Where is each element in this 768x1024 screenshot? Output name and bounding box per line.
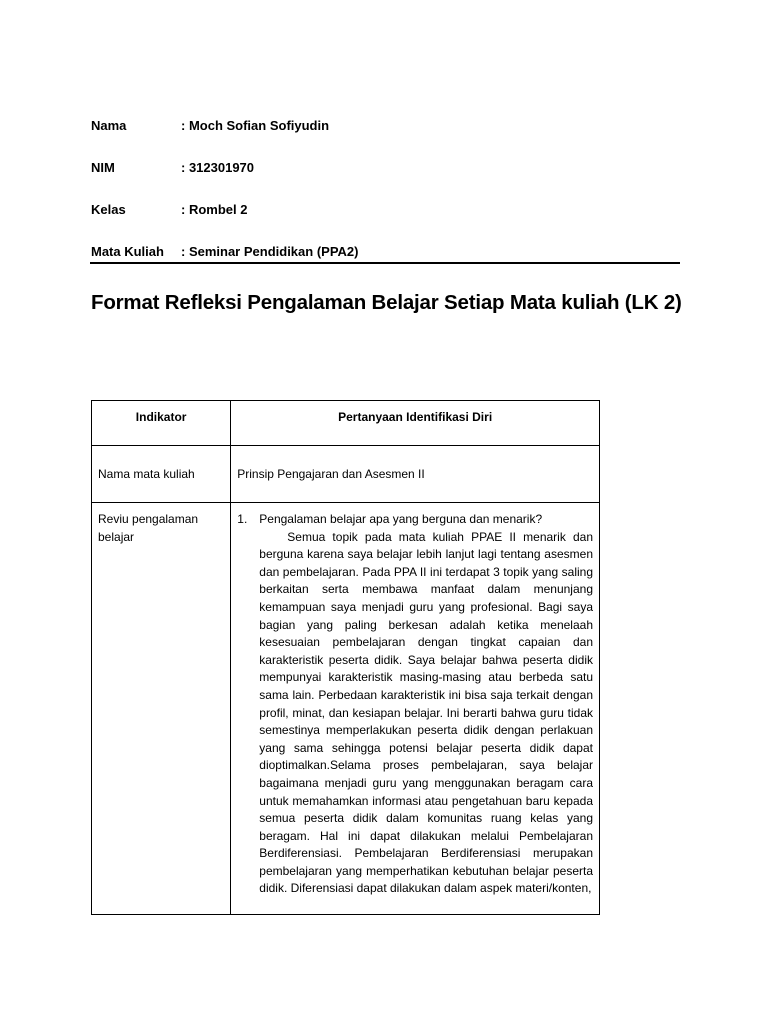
field-nama — [91, 118, 329, 134]
question — [237, 511, 593, 529]
course-name: Prinsip Pengajaran dan Asesmen II — [237, 467, 425, 481]
field-mata-kuliah — [91, 244, 358, 260]
question-text: Pengalaman belajar apa yang berguna dan menarik? — [259, 512, 543, 526]
table-header-row — [92, 401, 600, 446]
field-value: : Rombel 2 — [181, 202, 248, 217]
question-number: 1. — [237, 512, 248, 526]
table-row — [92, 503, 600, 915]
field-label: Mata Kuliah — [91, 244, 164, 259]
row-label: Nama mata kuliah — [98, 467, 195, 481]
answer-text: Semua topik pada mata kuliah PPAE II menarik dan berguna karena saya belajar lebih lanjut lagi tentang asesmen dan pembelajaran. Pada PPA II ini terdapat 3 topik yang saling berkaitan serta membawa manfaat dalam menunjang kemampuan saya menjadi guru yang profesional. Bagi saya bagian yang paling berkesan adalah ketika menelaah kesesuaian pembelajaran dengan tingkat capaian dan karakteristik peserta didik. Saya belajar bahwa peserta didik mempunyai karakteristik masing-masing atau berbeda satu sama lain. Perbedaan karakteristik ini bisa saja terkait dengan profil, minat, dan kesiapan belajar. Ini berarti bahwa guru tidak semestinya memperlakukan peserta didik dengan perlakuan yang sama sehingga potensi belajar peserta didik dapat dioptimalkan.Selama proses pembelajaran, saya belajar bagaimana menjadi guru yang menggunakan beragam cara untuk memahamkan informasi atau pengetahuan baru kepada semua peserta didik dalam komunitas ruang kelas yang beragam. Hal ini dapat dilakukan melalui Pembelajaran Berdiferensiasi. Pembelajaran Berdiferensiasi merupakan pembelajaran yang memperhatikan kebutuhan belajar peserta didik. Diferensiasi dapat dilakukan dalam aspek materi/konten, — [259, 529, 593, 896]
field-kelas — [91, 202, 247, 218]
reflection-table — [91, 400, 600, 915]
field-value: : 312301970 — [181, 160, 255, 175]
field-label: Nama — [91, 118, 127, 133]
page-title: Format Refleksi Pengalaman Belajar Setiap Mata kuliah (LK 2) — [91, 291, 682, 314]
field-value: : Seminar Pendidikan (PPA2) — [181, 244, 359, 259]
column-header-indikator: Indikator — [92, 401, 231, 446]
row-value-cell — [231, 446, 600, 503]
table-row — [92, 446, 600, 503]
field-label: Kelas — [91, 202, 126, 217]
row-label-cell — [92, 503, 231, 915]
field-value: : Moch Sofian Sofiyudin — [181, 118, 330, 133]
row-label: Reviu pengalaman belajar — [98, 512, 199, 544]
header-divider — [90, 262, 680, 264]
column-header-pertanyaan: Pertanyaan Identifikasi Diri — [231, 401, 600, 446]
row-value-cell — [231, 503, 600, 915]
field-label: NIM — [91, 160, 115, 175]
row-label-cell — [92, 446, 231, 503]
field-nim — [91, 160, 254, 176]
